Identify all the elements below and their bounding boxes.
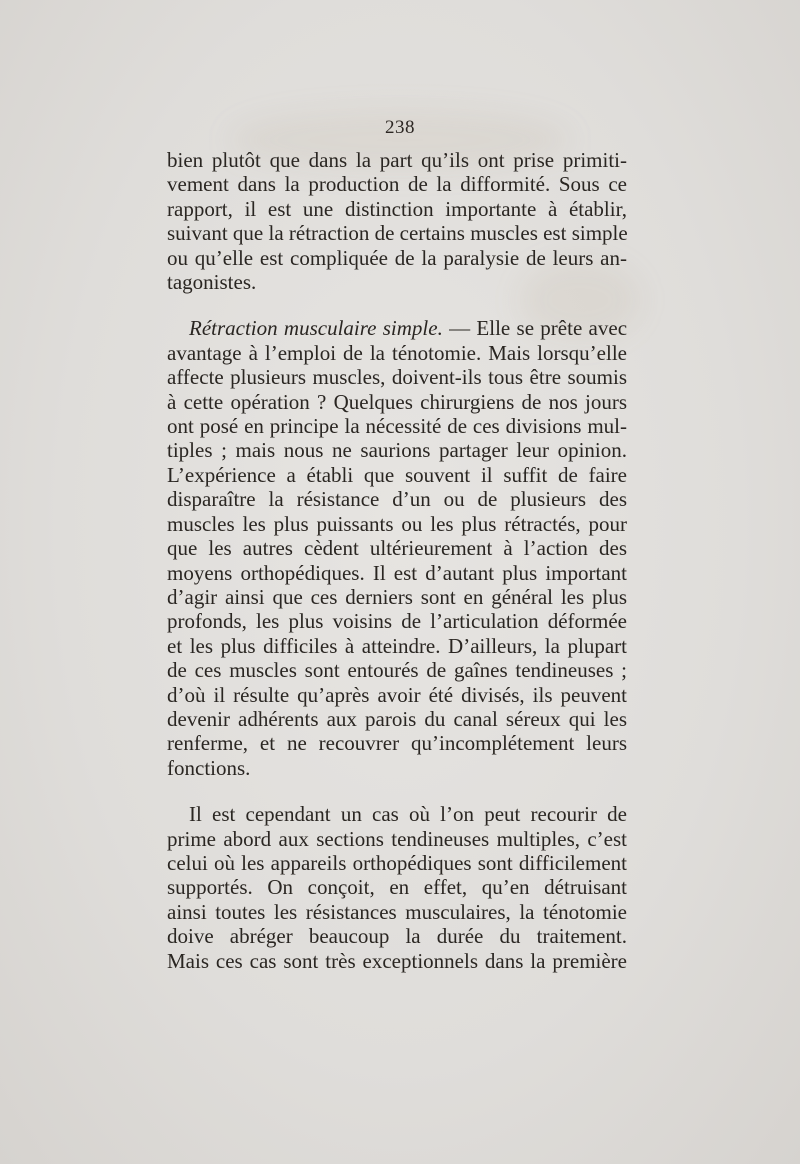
text-line: renferme, et ne recouvrer qu’incomplétement leurs xyxy=(167,731,627,756)
text-line: ont posé en principe la nécessité de ces divisions mul- xyxy=(167,414,627,439)
text-line: rapport, il est une distinction importante à établir, xyxy=(167,196,627,221)
text-line: fonctions. xyxy=(167,755,251,780)
text-line: ainsi toutes les résistances musculaires, la ténotomie xyxy=(167,899,627,924)
paragraph xyxy=(167,148,627,294)
text-line: muscles les plus puissants ou les plus rétractés, pour xyxy=(167,511,627,536)
text-line: moyens orthopédiques. Il est d’autant plus important xyxy=(167,560,627,585)
text-line: avantage à l’emploi de la ténotomie. Mais lorsqu’elle xyxy=(167,340,627,365)
text-line: supportés. On conçoit, en effet, qu’en détruisant xyxy=(167,875,627,900)
text-line: tiples ; mais nous ne saurions partager leur opinion. xyxy=(167,438,627,463)
text-line: bien plutôt que dans la part qu’ils ont prise primiti- xyxy=(167,148,627,172)
text-line: devenir adhérents aux parois du canal séreux qui les xyxy=(167,706,627,731)
text-line: tagonistes. xyxy=(167,270,257,295)
text-line: profonds, les plus voisins de l’articulation déformée xyxy=(167,609,627,634)
text-line: celui où les appareils orthopédiques sont difficilement xyxy=(167,850,627,875)
text-line: Il est cependant un cas où l’on peut recourir de xyxy=(189,802,627,827)
text-line: d’où il résulte qu’après avoir été divisés, ils peuvent xyxy=(167,682,627,707)
paragraph xyxy=(167,802,627,973)
page-number: 238 xyxy=(385,117,415,138)
text-line: d’agir ainsi que ces derniers sont en général les plus xyxy=(167,584,627,609)
text-line: suivant que la rétraction de certains muscles est simple xyxy=(167,221,628,246)
text-line: doive abréger beaucoup la durée du traitement. xyxy=(167,924,627,949)
text-line: Mais ces cas sont très exceptionnels dans la première xyxy=(167,948,627,973)
text-fragment: — Elle se prête avec xyxy=(449,316,628,341)
text-line: ou qu’elle est compliquée de la paralysie de leurs an- xyxy=(167,245,627,270)
paragraph xyxy=(167,316,627,780)
text-line: et les plus difficiles à atteindre. D’ailleurs, la plupart xyxy=(167,633,627,658)
text-line: disparaître la résistance d’un ou de plusieurs des xyxy=(167,487,627,512)
text-line: à cette opération ? Quelques chirurgiens de nos jours xyxy=(167,389,627,414)
text-line: prime abord aux sections tendineuses multiples, c’est xyxy=(167,826,627,851)
section-heading: Rétraction musculaire simple. xyxy=(189,316,443,341)
text-line: vement dans la production de la difformité. Sous ce xyxy=(167,172,627,197)
text-line xyxy=(167,316,627,340)
text-line: que les autres cèdent ultérieurement à l’action des xyxy=(167,536,627,561)
body-text xyxy=(167,148,627,973)
text-line: affecte plusieurs muscles, doivent-ils tous être soumis xyxy=(167,365,627,390)
text-line: L’expérience a établi que souvent il suffit de faire xyxy=(167,462,627,487)
text-line: de ces muscles sont entourés de gaînes tendineuses ; xyxy=(167,658,627,683)
